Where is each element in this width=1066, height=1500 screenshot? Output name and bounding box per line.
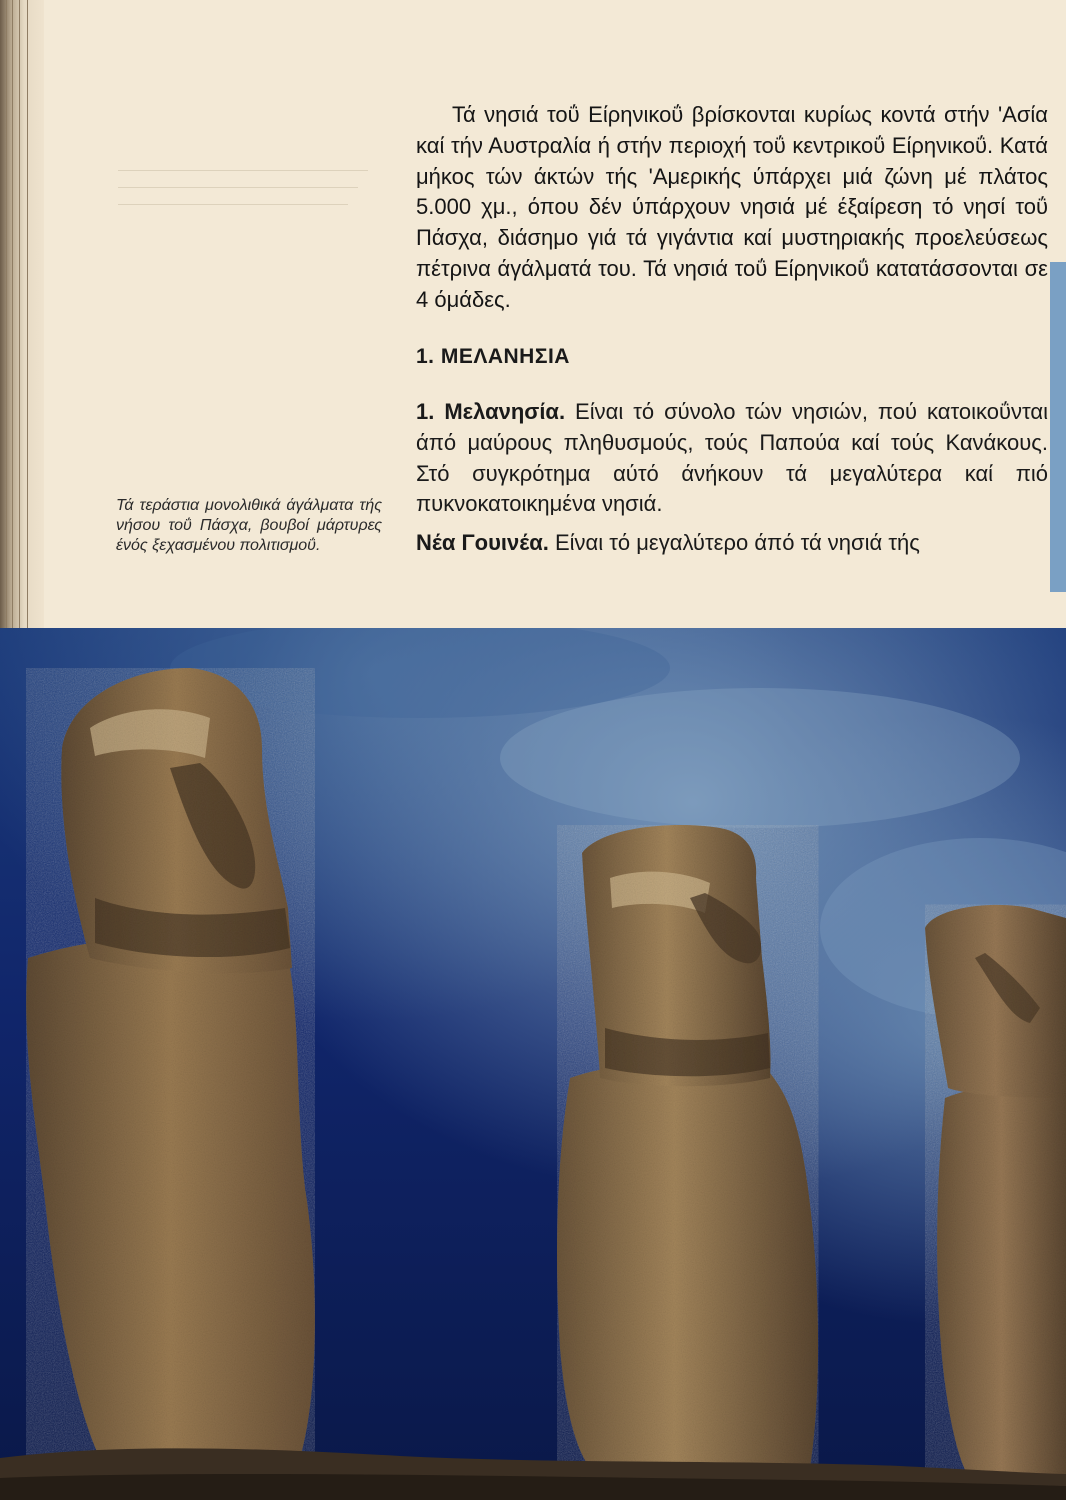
melanesia-lead: 1. Μελανησία.	[416, 399, 566, 424]
moai-right	[925, 905, 1066, 1476]
new-guinea-paragraph	[416, 528, 1048, 559]
section-heading: 1. ΜΕΛΑΝΗΣΙΑ	[416, 345, 570, 368]
melanesia-text: Είναι τό σύνολο τών νησιών, πού κατοικοΰνται άπό μαύρους πληθυσμούς, τούς Παπούα καί τούς Κανάκους. Στό συγκρότημα αύτό άνήκουν τά μεγαλύτερα καί πιό πυκνοκατοικημένα νησιά.	[416, 399, 1048, 517]
photo-caption	[116, 496, 382, 556]
show-through-text	[118, 170, 378, 240]
new-guinea-text: Είναι τό μεγαλύτερο άπό τά νησιά τής	[548, 530, 920, 555]
intro-text: Τά νησιά τοΰ Είρηνικοΰ βρίσκονται κυρίως κοντά στήν 'Ασία καί τήν Αυστραλία ή στήν περιοχή τοΰ κεντρικοΰ Είρηνικοΰ. Κατά μήκος τών άκτών τής 'Αμερικής ύπάρχει μιά ζώνη μέ πλάτος 5.000 χμ., όπου δέν ύπάρχουν νησιά μέ έξαίρεση τό νησί τοΰ Πάσχα, διάσημο γιά τά γιγάντια καί μυστηριακής προελεύσεως πέτρινα άγάλματά του. Τά νησιά τοΰ Είρηνικοΰ κατατάσσονται σε 4 όμάδες.	[416, 102, 1048, 312]
caption-text: Τά τεράστια μονολιθικά άγάλματα τής νήσου τοΰ Πάσχα, βουβοί μάρτυρες ένός ξεχασμένου πολιτισμοΰ.	[116, 497, 382, 554]
easter-island-moai-photo	[0, 628, 1066, 1500]
intro-paragraph	[416, 100, 1048, 316]
new-guinea-lead: Νέα Γουινέα.	[416, 530, 549, 555]
melanesia-paragraph	[416, 397, 1048, 520]
page-edge-tab	[1050, 262, 1066, 592]
